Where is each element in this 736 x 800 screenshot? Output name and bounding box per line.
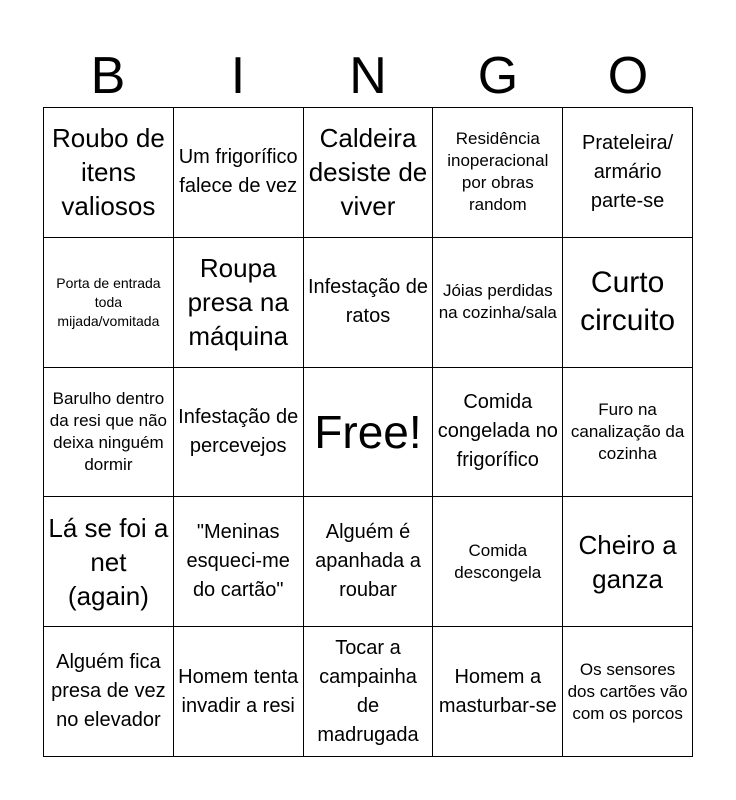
bingo-cell[interactable] <box>44 627 174 757</box>
bingo-cell[interactable] <box>44 108 174 238</box>
cell-text: Residência inoperacional por obras random <box>447 129 549 215</box>
cell-text: Os sensores dos cartões vão com os porcos <box>567 659 688 723</box>
free-cell[interactable] <box>304 368 434 498</box>
bingo-cell[interactable] <box>563 497 693 627</box>
bingo-cell[interactable] <box>174 108 304 238</box>
bingo-grid <box>43 107 693 757</box>
bingo-header <box>43 46 693 106</box>
bingo-cell[interactable] <box>304 108 434 238</box>
cell-text: Homem a masturbar-se <box>438 665 557 717</box>
cell-text: Jóias perdidas na cozinha/sala <box>438 281 557 323</box>
bingo-cell[interactable] <box>563 627 693 757</box>
header-letter-o: O <box>607 47 649 105</box>
free-text: Free! <box>314 405 422 458</box>
cell-text: Lá se foi a net (again) <box>48 512 169 611</box>
cell-text: Comida descongela <box>454 540 542 582</box>
cell-text: Alguém é apanhada a roubar <box>315 521 421 602</box>
bingo-cell[interactable] <box>304 238 434 368</box>
cell-text: "Meninas esqueci-me do cartão" <box>186 521 290 602</box>
header-letter-b: B <box>90 47 126 105</box>
bingo-cell[interactable] <box>433 368 563 498</box>
bingo-cell[interactable] <box>44 368 174 498</box>
bingo-cell[interactable] <box>563 108 693 238</box>
cell-text: Furo na canalização da cozinha <box>570 399 685 463</box>
cell-text: Tocar a campainha de madrugada <box>317 636 419 746</box>
header-letter-g: G <box>477 47 519 105</box>
cell-text: Homem tenta invadir a resi <box>178 665 299 717</box>
cell-text: Comida congelada no frigorífico <box>437 391 558 472</box>
bingo-cell[interactable] <box>174 368 304 498</box>
bingo-cell[interactable] <box>433 238 563 368</box>
cell-text: Roubo de itens valiosos <box>52 123 165 222</box>
cell-text: Prateleira/ armário parte-se <box>582 131 674 212</box>
bingo-cell[interactable] <box>44 497 174 627</box>
cell-text: Alguém fica presa de vez no elevador <box>51 651 166 732</box>
bingo-cell[interactable] <box>304 497 434 627</box>
cell-text: Infestação de ratos <box>307 276 429 328</box>
bingo-cell[interactable] <box>44 238 174 368</box>
bingo-cell[interactable] <box>563 368 693 498</box>
cell-text: Roupa presa na máquina <box>187 253 289 352</box>
bingo-cell[interactable] <box>174 627 304 757</box>
bingo-cell[interactable] <box>433 497 563 627</box>
cell-text: Barulho dentro da resi que não deixa ninguém dormir <box>49 388 167 474</box>
bingo-cell[interactable] <box>304 627 434 757</box>
cell-text: Porta de entrada toda mijada/vomitada <box>56 274 161 329</box>
bingo-cell[interactable] <box>433 627 563 757</box>
bingo-cell[interactable] <box>563 238 693 368</box>
cell-text: Infestação de percevejos <box>178 405 299 457</box>
header-letter-i: I <box>230 47 246 105</box>
header-letter-n: N <box>349 47 387 105</box>
bingo-cell[interactable] <box>433 108 563 238</box>
cell-text: Caldeira desiste de viver <box>308 123 428 222</box>
cell-text: Um frigorífico falece de vez <box>178 146 298 198</box>
cell-text: Cheiro a ganza <box>578 529 677 594</box>
bingo-cell[interactable] <box>174 497 304 627</box>
bingo-cell[interactable] <box>174 238 304 368</box>
cell-text: Curto circuito <box>580 266 676 338</box>
